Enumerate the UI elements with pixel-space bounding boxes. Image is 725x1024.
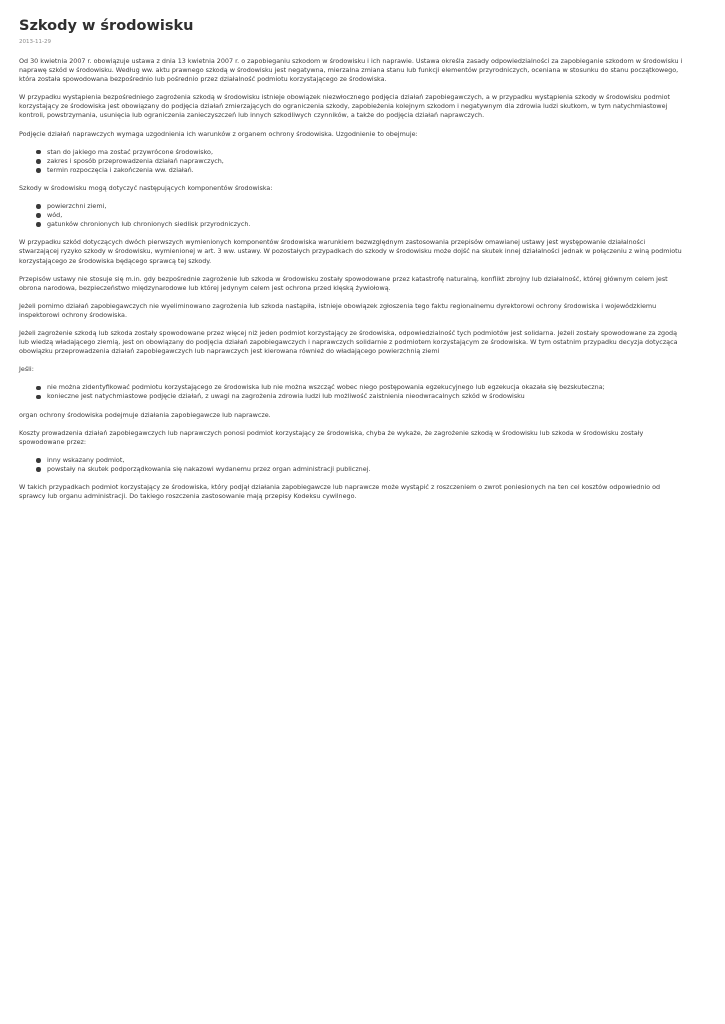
components-list <box>19 202 685 229</box>
paragraph: Od 30 kwietnia 2007 r. obowiązuje ustawa z dnia 13 kwietnia 2007 r. o zapobieganiu szkodom w środowisku i ich naprawie. Ustawa określa zasady odpowiedzialności za zapobieganie szkodom w środowisku i naprawę szkód w środowisku. Według ww. aktu prawnego szkodą w środowisku jest negatywna, mierzalna zmiana stanu lub funkcji elementów przyrodniczych, oceniana w stosunku do stanu początkowego, która została spowodowana bezpośrednio lub pośrednio przez działalność podmiotu korzystającego ze środowiska. <box>19 57 683 84</box>
cost-exceptions-list <box>19 456 685 474</box>
article-title: Szkody w środowisku <box>19 18 194 34</box>
list-item: wód, <box>47 211 685 220</box>
list-item: zakres i sposób przeprowadzenia działań naprawczych, <box>47 157 685 166</box>
paragraph: Przepisów ustawy nie stosuje się m.in. gdy bezpośrednie zagrożenie lub szkoda w środowisku zostały spowodowane przez katastrofę naturalną, konflikt zbrojny lub działalność, której głównym celem jest obrona narodowa, bezpieczeństwo międzynarodowe lub której jedynym celem jest ochrona przed klęską żywiołową. <box>19 274 668 292</box>
list-item: gatunków chronionych lub chronionych siedlisk przyrodniczych. <box>47 220 685 229</box>
list-item: powierzchni ziemi, <box>47 202 685 211</box>
paragraph: Jeżeli zagrożenie szkodą lub szkoda zostały spowodowane przez więcej niż jeden podmiot korzystający ze środowiska, odpowiedzialność tych podmiotów jest solidarna. Jeżeli zostały spowodowane za zgodą lub wiedzą władającego ziemią, jest on obowiązany do podjęcia działań zapobiegawczych i naprawczych solidarnie z podmiotem korzystającym ze środowiska. W tym ostatnim przypadku decyzja dotycząca obowiązku przeprowadzenia działań zapobiegawczych lub naprawczych jest kierowana również do władającego powierzchnią ziemi <box>19 328 678 356</box>
article-body <box>19 57 685 501</box>
paragraph: Koszty prowadzenia działań zapobiegawczych lub naprawczych ponosi podmiot korzystający ze środowiska, chyba że wykaże, że zagrożenie szkodą w środowisku lub szkoda w środowisku zostały spowodowane przez: <box>19 428 644 446</box>
conditions-list <box>19 383 685 401</box>
list-item: inny wskazany podmiot, <box>47 456 685 465</box>
paragraph: Podjęcie działań naprawczych wymaga uzgodnienia ich warunków z organem ochrony środowiska. Uzgodnienie to obejmuje: <box>19 129 418 138</box>
paragraph: W takich przypadkach podmiot korzystający ze środowiska, który podjął działania zapobiegawcze lub naprawcze może wystąpić z roszczeniem o zwrot poniesionych na ten cel kosztów odpowiednio od sprawcy lub organu administracji. Do takiego roszczenia zastosowanie mają przepisy Kodeksu cywilnego. <box>19 483 661 501</box>
list-item: powstały na skutek podporządkowania się nakazowi wydanemu przez organ administracji publicznej. <box>47 465 685 474</box>
paragraph: Szkody w środowisku mogą dotyczyć następujących komponentów środowiska: <box>19 183 273 192</box>
paragraph: W przypadku wystąpienia bezpośredniego zagrożenia szkodą w środowisku istnieje obowiązek niezwłocznego podjęcia działań zapobiegawczych, a w przypadku wystąpienia szkody w środowisku podmiot korzystający ze środowiska jest obowiązany do podjęcia działań zmierzających do ograniczenia szkody, zapobieżenia kolejnym szkodom i negatywnym dla zdrowia ludzi skutkom, w tym natychmiastowej kontroli, powstrzymania, usunięcia lub ograniczenia zanieczyszczeń lub innych szkodliwych czynników, a także do podjęcia działań naprawczych. <box>19 93 671 120</box>
paragraph: Jeżeli pomimo działań zapobiegawczych nie wyeliminowano zagrożenia lub szkoda nastąpiła, istnieje obowiązek zgłoszenia tego faktu regionalnemu dyrektorowi ochrony środowiska i wojewódzkiemu inspektorowi ochrony środowiska. <box>19 301 657 319</box>
list-item: termin rozpoczęcia i zakończenia ww. działań. <box>47 166 685 175</box>
list-item: stan do jakiego ma zostać przywrócone środowisko, <box>47 148 685 157</box>
list-item: nie można zidentyfikować podmiotu korzystającego ze środowiska lub nie można wszcząć wobec niego postępowania egzekucyjnego lub egzekucja okazała się bezskuteczna; <box>47 383 685 392</box>
agreement-scope-list <box>19 148 685 175</box>
list-item: konieczne jest natychmiastowe podjęcie działań, z uwagi na zagrożenia zdrowia ludzi lub możliwość zaistnienia nieodwracalnych szkód w środowisku <box>47 392 685 401</box>
paragraph: organ ochrony środowiska podejmuje działania zapobiegawcze lub naprawcze. <box>19 410 271 419</box>
paragraph: W przypadku szkód dotyczących dwóch pierwszych wymienionych komponentów środowiska warunkiem bezwzględnym zastosowania przepisów omawianej ustawy jest występowanie działalności stwarzającej ryzyko szkody w środowisku, wymienionej w art. 3 ww. ustawy. W pozostałych przypadkach do szkody w środowisku może dojść na skutek innej działalności jednak w połączeniu z winą podmiotu korzystającego ze środowiska będącego sprawcą tej szkody. <box>19 238 682 265</box>
article-date: 2013-11-29 <box>19 39 51 45</box>
paragraph: Jeśli: <box>19 365 34 374</box>
